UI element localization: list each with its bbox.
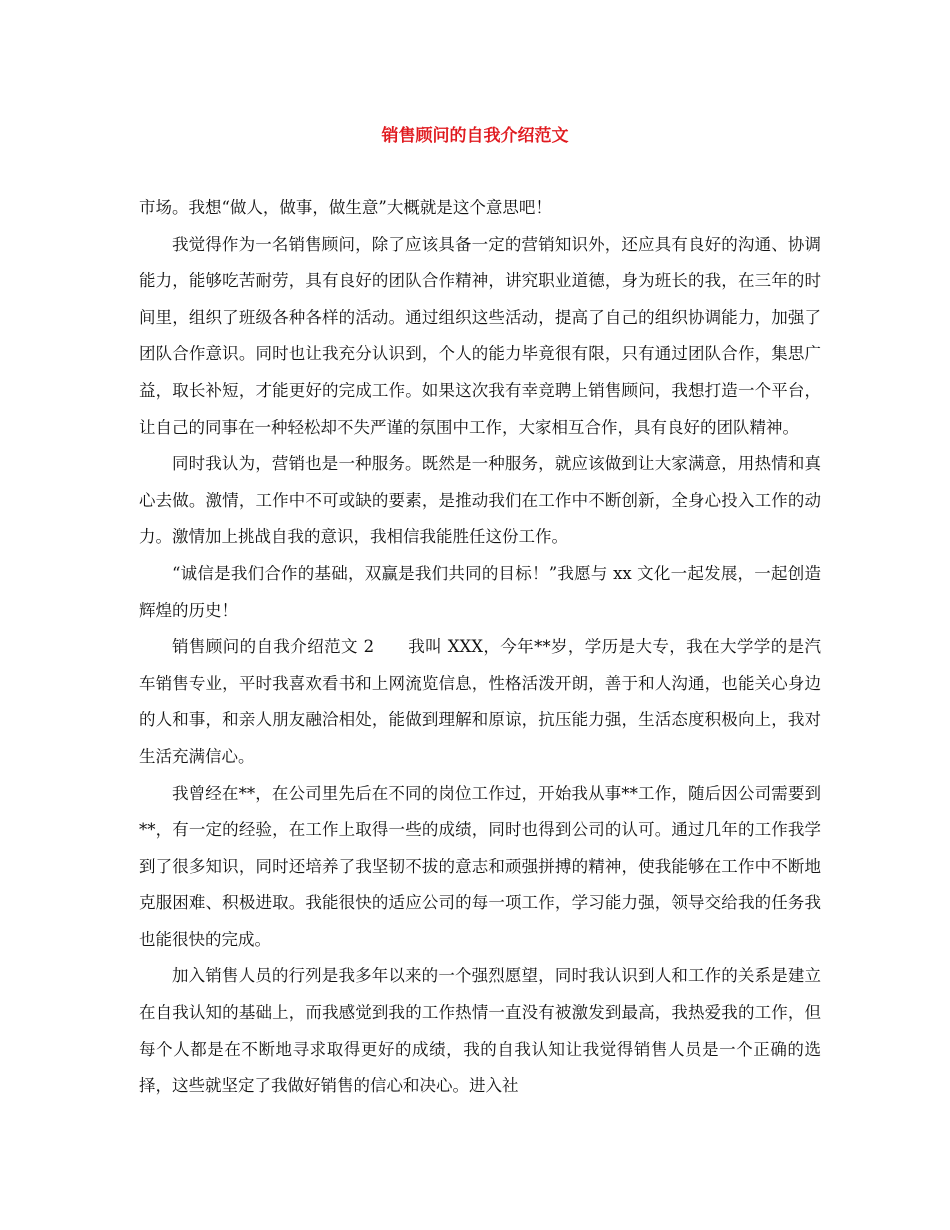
document-title: 销售顾问的自我介绍范文 xyxy=(381,126,569,146)
paragraph-market-continuation: 市场。我想“做人，做事，做生意”大概就是这个意思吧！ xyxy=(139,198,552,217)
paragraph-work-experience: 我曾经在**，在公司里先后在不同的岗位工作过，开始我从事**工作，随后因公司需要到**，有一定的经验，在工作上取得一些的成绩，同时也得到公司的认可。通过几年的工作我学到了很多知识，同时还培养了我坚韧不拔的意志和顽强拼搏的精神，使我能够在工作中不断地克服困难、积极进取。我能很快的适应公司的每一项工作，学习能力强，领导交给我的任务我也能很快的完成。 xyxy=(139,783,821,949)
paragraph-integrity-quote: “诚信是我们合作的基础，双赢是我们共同的目标！”我愿与 xx 文化一起发展，一起创造辉煌的历史！ xyxy=(139,563,821,620)
paragraph-joining-sales: 加入销售人员的行列是我多年以来的一个强烈愿望，同时我认识到人和工作的关系是建立在自我认知的基础上，而我感觉到我的工作热情一直没有被激发到最高，我热爱我的工作，但每个人都是在不断地寻求取得更好的成绩，我的自我认知让我觉得销售人员是一个正确的选择，这些就坚定了我做好销售的信心和决心。进入社 xyxy=(139,966,821,1096)
paragraph-sample-2-intro: 销售顾问的自我介绍范文 2 我叫 XXX，今年**岁，学历是大专，我在大学学的是汽车销售专业，平时我喜欢看书和上网流览信息，性格活泼开朗，善于和人沟通，也能关心身边的人和事，和亲人朋友融洽相处，能做到理解和原谅，抗压能力强，生活态度积极向上，我对生活充满信心。 xyxy=(139,637,821,766)
paragraph-sales-advisor-qualities: 我觉得作为一名销售顾问，除了应该具备一定的营销知识外，还应具有良好的沟通、协调能力，能够吃苦耐劳，具有良好的团队合作精神，讲究职业道德，身为班长的我，在三年的时间里，组织了班级各种各样的活动。通过组织这些活动，提高了自己的组织协调能力，加强了团队合作意识。同时也让我充分认识到，个人的能力毕竟很有限，只有通过团队合作，集思广益，取长补短，才能更好的完成工作。如果这次我有幸竞聘上销售顾问，我想打造一个平台，让自己的同事在一种轻松却不失严谨的氛围中工作，大家相互合作，具有良好的团队精神。 xyxy=(139,234,821,437)
paragraph-marketing-is-service: 同时我认为，营销也是一种服务。既然是一种服务，就应该做到让大家满意，用热情和真心去做。激情，工作中不可或缺的要素，是推动我们在工作中不断创新，全身心投入工作的动力。激情加上挑战自我的意识，我相信我能胜任这份工作。 xyxy=(139,454,821,547)
document-body xyxy=(139,190,821,1105)
